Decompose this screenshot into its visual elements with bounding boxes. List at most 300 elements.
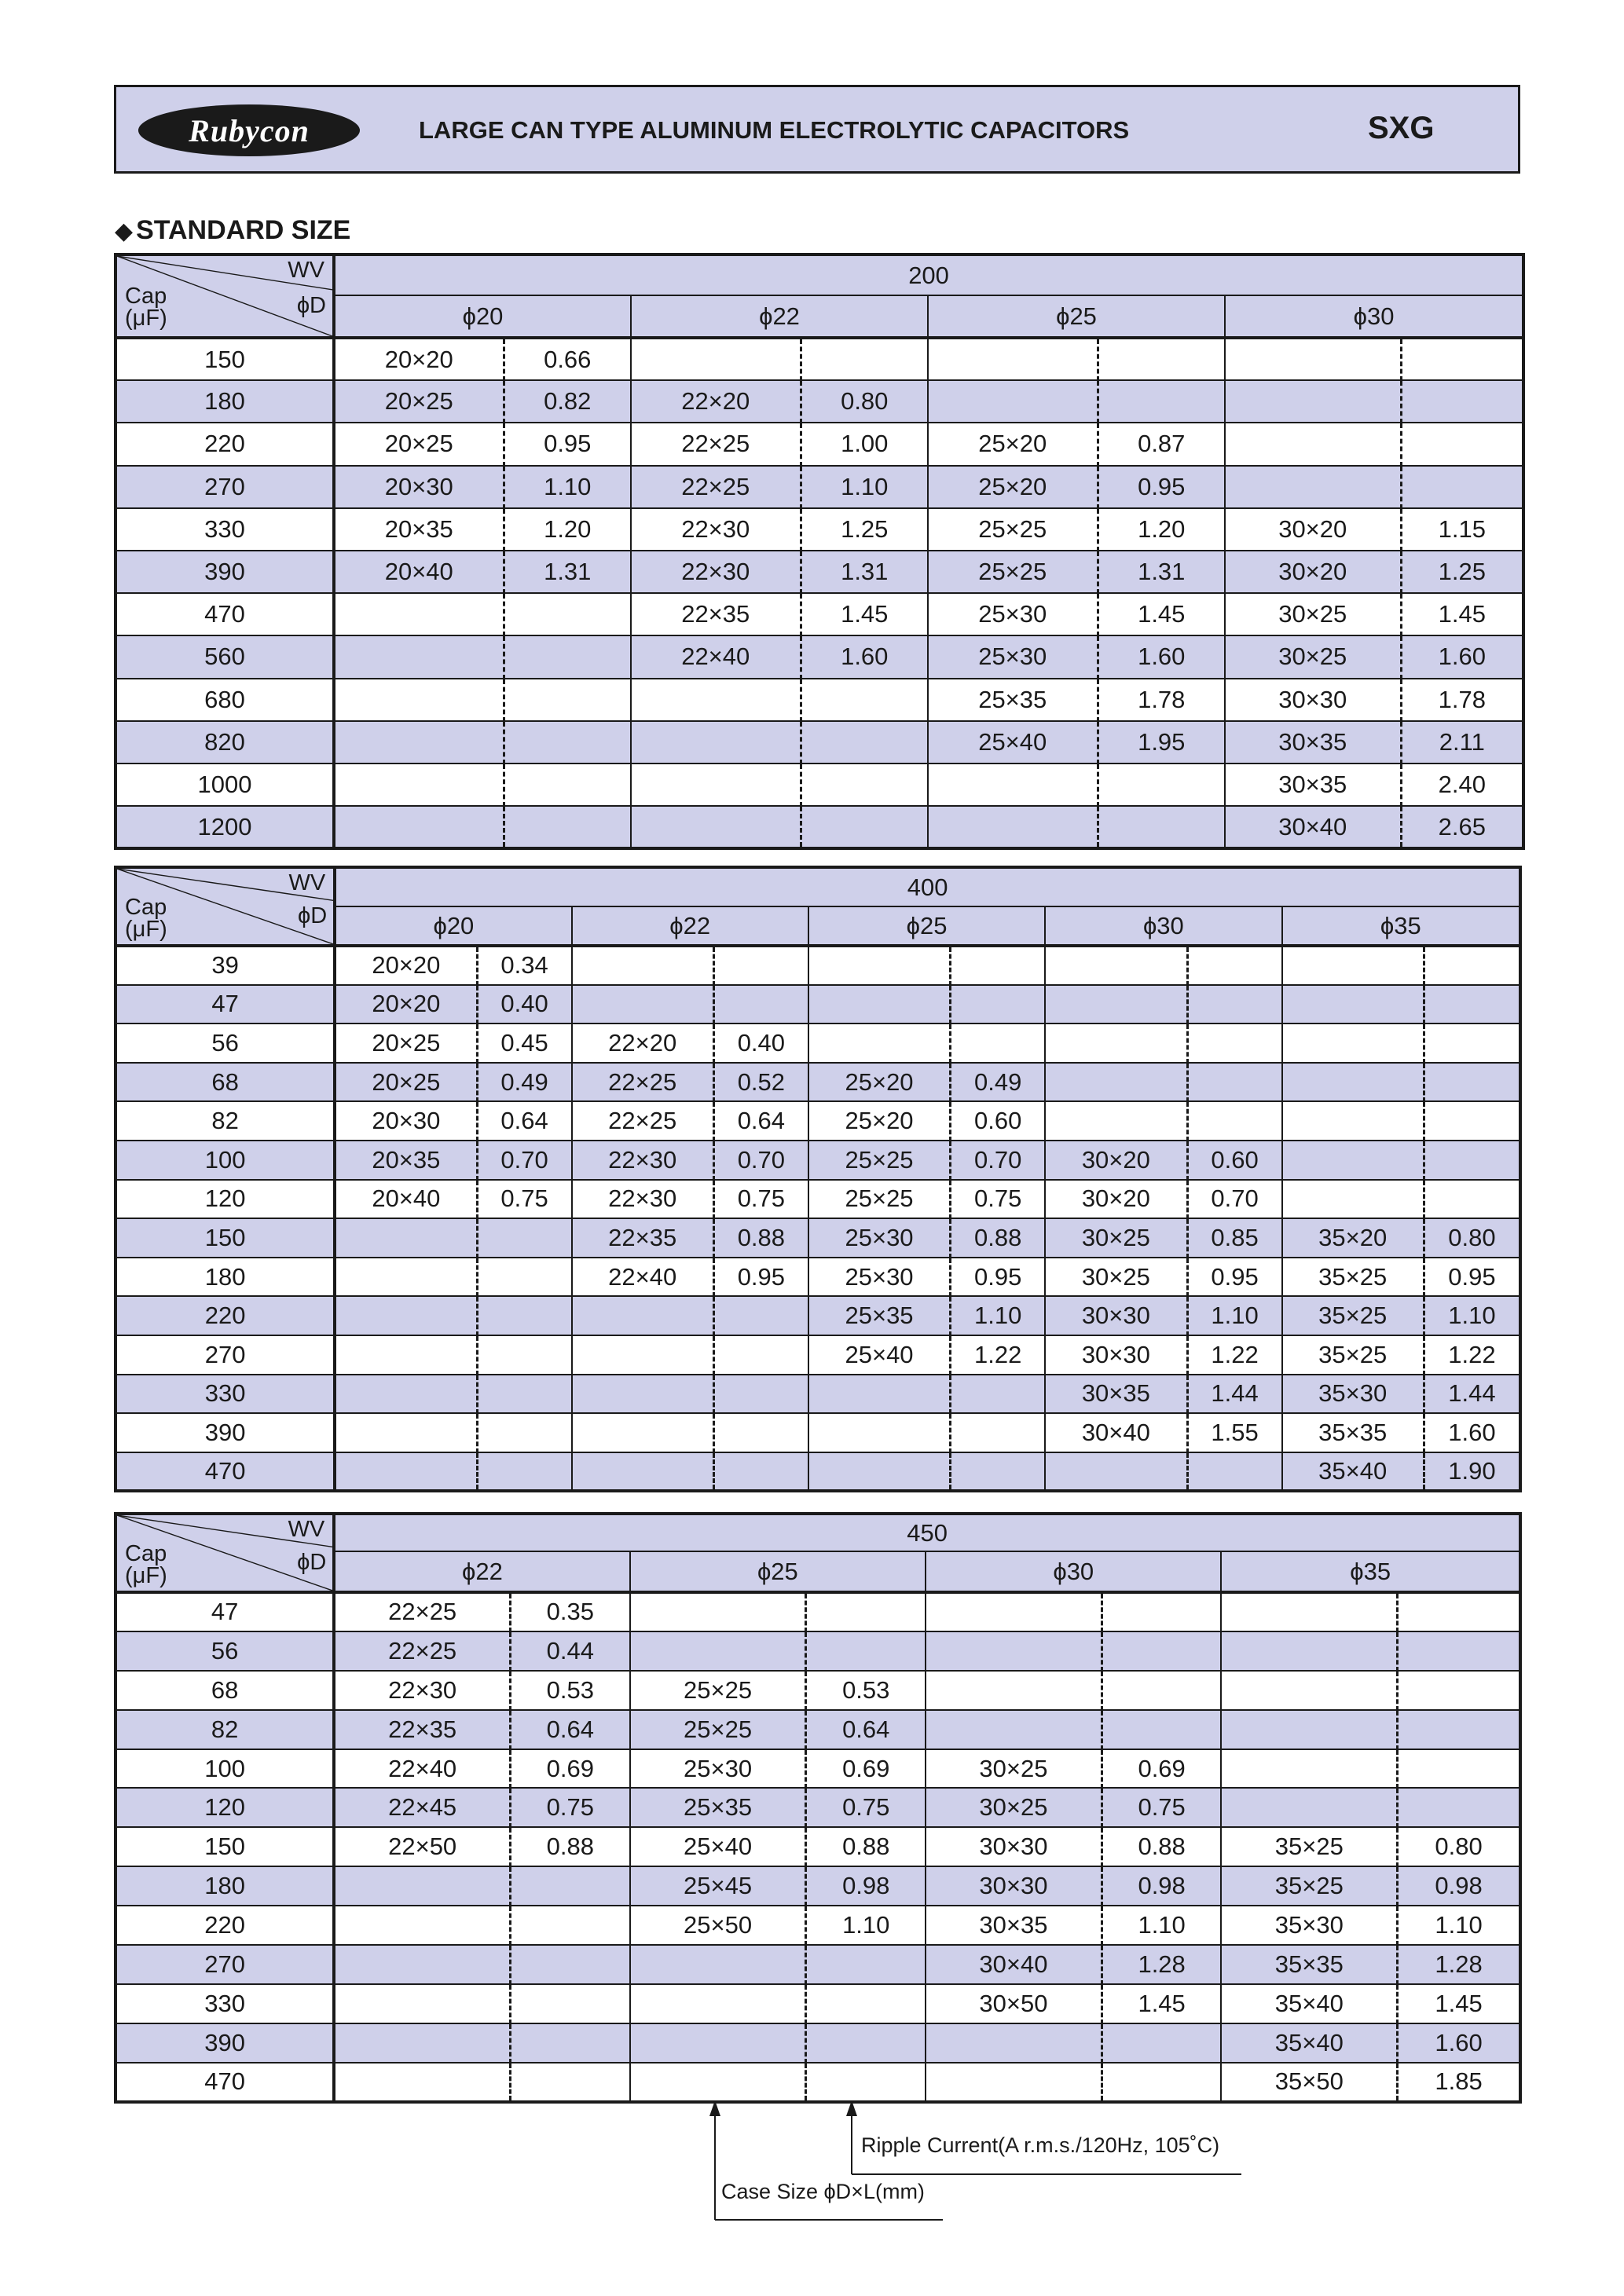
case-size-cell: 22×50 (334, 1827, 510, 1866)
ripple-current-cell (511, 1866, 630, 1906)
capacitance-cell: 560 (115, 635, 334, 678)
ripple-current-cell: 1.55 (1187, 1413, 1282, 1452)
ripple-current-cell (1098, 338, 1225, 380)
case-size-cell: 25×25 (928, 508, 1098, 551)
table-row (115, 1452, 1520, 1492)
ripple-current-cell: 1.78 (1098, 679, 1225, 721)
ripple-current-cell (477, 1296, 572, 1335)
ripple-current-cell: 1.60 (801, 635, 928, 678)
ripple-current-cell: 1.10 (1102, 1906, 1221, 1945)
case-size-cell (808, 1452, 951, 1492)
case-size-cell: 30×25 (1045, 1258, 1187, 1297)
case-size-cell (1045, 1063, 1187, 1102)
case-size-cell: 22×25 (334, 1631, 510, 1671)
ripple-current-cell: 1.15 (1401, 508, 1523, 551)
capacitance-cell: 47 (115, 1592, 334, 1631)
case-size-cell (630, 1984, 806, 2023)
ripple-current-cell: 0.64 (806, 1710, 926, 1749)
case-size-cell: 25×30 (808, 1258, 951, 1297)
ripple-current-cell: 1.60 (1424, 1413, 1520, 1452)
ripple-current-cell (1187, 1101, 1282, 1141)
ripple-current-cell: 1.45 (1098, 593, 1225, 635)
ripple-current-cell: 0.75 (713, 1180, 808, 1219)
ripple-current-cell (477, 1375, 572, 1414)
case-size-cell: 35×25 (1282, 1296, 1424, 1335)
logo-text: Rubycon (189, 112, 310, 148)
section-title-text: STANDARD SIZE (136, 215, 351, 245)
ripple-current-cell: 1.20 (1098, 508, 1225, 551)
ripple-current-cell (504, 806, 631, 848)
ripple-current-cell: 0.64 (511, 1710, 630, 1749)
ripple-current-cell (511, 2063, 630, 2102)
table-row (115, 806, 1523, 848)
table-row (115, 380, 1523, 423)
capacitance-cell: 56 (115, 1631, 334, 1671)
case-size-cell (928, 806, 1098, 848)
case-size-cell (334, 806, 504, 848)
ripple-current-cell (1424, 1101, 1520, 1141)
table-row (115, 1063, 1520, 1102)
capacitance-cell: 330 (115, 1375, 335, 1414)
case-size-cell: 30×30 (926, 1827, 1102, 1866)
case-size-cell (572, 985, 714, 1024)
ripple-current-cell (1098, 806, 1225, 848)
capacitance-cell: 470 (115, 593, 334, 635)
case-size-cell: 25×25 (808, 1141, 951, 1180)
table-450v (114, 1512, 1522, 2104)
diameter-header: ϕ20 (334, 295, 631, 338)
case-size-cell: 22×25 (631, 466, 801, 508)
table-row (115, 2023, 1520, 2063)
case-size-cell: 25×20 (808, 1063, 951, 1102)
ripple-current-cell: 0.75 (806, 1788, 926, 1827)
case-size-cell: 20×40 (334, 551, 504, 593)
ripple-current-cell (806, 1631, 926, 1671)
corner-header (115, 867, 335, 946)
capacitance-cell: 82 (115, 1710, 334, 1749)
case-size-cell (808, 1413, 951, 1452)
case-size-cell (630, 2063, 806, 2102)
ripple-current-cell: 0.88 (1102, 1827, 1221, 1866)
corner-diameter-label: ϕD (296, 292, 326, 318)
ripple-current-cell (1401, 423, 1523, 465)
ripple-current-cell: 2.65 (1401, 806, 1523, 848)
case-size-cell (1221, 1749, 1397, 1789)
case-size-cell: 25×25 (928, 551, 1098, 593)
case-size-cell (335, 1452, 477, 1492)
capacitance-cell: 390 (115, 1413, 335, 1452)
case-size-cell (928, 338, 1098, 380)
case-size-cell (335, 1413, 477, 1452)
ripple-current-cell: 1.28 (1398, 1945, 1520, 1984)
case-size-cell: 25×30 (928, 593, 1098, 635)
table-row (115, 985, 1520, 1024)
table-row (115, 466, 1523, 508)
case-size-cell: 22×25 (631, 423, 801, 465)
table-row (115, 508, 1523, 551)
ripple-current-note: Ripple Current(A r.m.s./120Hz, 105˚C) (861, 2133, 1220, 2157)
case-size-cell: 30×40 (926, 1945, 1102, 1984)
case-size-cell (631, 338, 801, 380)
ripple-current-cell: 1.45 (801, 593, 928, 635)
ripple-current-cell (1098, 380, 1225, 423)
ripple-current-cell: 1.44 (1187, 1375, 1282, 1414)
case-size-cell (335, 1258, 477, 1297)
case-size-cell (335, 1335, 477, 1375)
ripple-current-cell: 1.00 (801, 423, 928, 465)
case-size-cell: 35×25 (1282, 1335, 1424, 1375)
ripple-current-cell: 0.40 (713, 1023, 808, 1063)
ripple-current-cell (511, 1984, 630, 2023)
ripple-current-cell (1398, 1788, 1520, 1827)
ripple-current-cell: 0.52 (713, 1063, 808, 1102)
ripple-current-cell: 1.44 (1424, 1375, 1520, 1414)
table-row (115, 1945, 1520, 1984)
table-row (115, 1023, 1520, 1063)
case-size-cell (1282, 1101, 1424, 1141)
case-size-cell (572, 1452, 714, 1492)
case-size-cell: 22×20 (631, 380, 801, 423)
case-size-cell: 22×30 (572, 1180, 714, 1219)
ripple-current-cell: 1.20 (504, 508, 631, 551)
capacitance-cell: 180 (115, 1866, 334, 1906)
ripple-current-cell: 0.80 (1424, 1218, 1520, 1258)
ripple-current-cell (1398, 1749, 1520, 1789)
ripple-current-cell: 0.45 (477, 1023, 572, 1063)
case-size-cell (1282, 1180, 1424, 1219)
ripple-current-cell (1398, 1592, 1520, 1631)
ripple-current-cell: 0.69 (511, 1749, 630, 1789)
case-size-cell: 22×40 (572, 1258, 714, 1297)
table-row (115, 423, 1523, 465)
table-row (115, 1631, 1520, 1671)
case-size-cell (808, 1375, 951, 1414)
ripple-current-cell: 1.10 (504, 466, 631, 508)
ripple-current-cell (1398, 1631, 1520, 1671)
capacitance-cell: 330 (115, 508, 334, 551)
corner-cap-line2: (μF) (125, 1562, 167, 1588)
ripple-current-cell: 0.53 (511, 1671, 630, 1710)
header-row-voltage (115, 867, 1520, 906)
ripple-current-cell: 2.11 (1401, 721, 1523, 764)
case-size-cell (926, 1710, 1102, 1749)
case-size-cell (630, 1592, 806, 1631)
ripple-current-cell (511, 1906, 630, 1945)
capacitance-cell: 68 (115, 1671, 334, 1710)
voltage-header: 450 (334, 1514, 1520, 1551)
ripple-current-cell: 1.10 (1424, 1296, 1520, 1335)
case-size-cell: 20×25 (335, 1063, 477, 1102)
corner-wv-label: WV (288, 1517, 325, 1542)
case-size-cell: 22×30 (631, 551, 801, 593)
case-size-cell: 25×25 (630, 1710, 806, 1749)
case-size-cell: 35×30 (1282, 1375, 1424, 1414)
case-size-cell: 20×20 (334, 338, 504, 380)
ripple-current-cell (1401, 380, 1523, 423)
ripple-current-cell: 0.80 (1398, 1827, 1520, 1866)
case-size-cell (1282, 1141, 1424, 1180)
rubycon-logo (138, 104, 360, 156)
series-code: SXG (1368, 111, 1435, 145)
capacitance-cell: 39 (115, 946, 335, 985)
capacitance-cell: 47 (115, 985, 335, 1024)
ripple-current-cell: 0.95 (1424, 1258, 1520, 1297)
ripple-current-cell (1187, 985, 1282, 1024)
ripple-current-cell (504, 635, 631, 678)
ripple-current-cell (806, 1945, 926, 1984)
case-size-cell (572, 1296, 714, 1335)
diameter-header: ϕ22 (572, 906, 808, 946)
table-row (115, 764, 1523, 806)
case-size-cell: 22×25 (334, 1592, 510, 1631)
ripple-current-cell: 1.10 (951, 1296, 1046, 1335)
corner-cap-label (125, 1540, 167, 1588)
case-size-cell (1045, 985, 1187, 1024)
case-size-cell: 30×35 (1225, 721, 1401, 764)
diameter-header: ϕ35 (1282, 906, 1520, 946)
case-size-cell: 22×30 (572, 1141, 714, 1180)
case-size-cell (630, 1945, 806, 1984)
table-200v (114, 253, 1525, 850)
ripple-current-cell: 0.69 (806, 1749, 926, 1789)
ripple-current-cell: 0.75 (511, 1788, 630, 1827)
capacitance-cell: 220 (115, 1906, 334, 1945)
ripple-current-cell: 0.64 (477, 1101, 572, 1141)
ripple-current-cell: 0.98 (806, 1866, 926, 1906)
case-size-cell: 22×30 (334, 1671, 510, 1710)
ripple-current-cell (1424, 1141, 1520, 1180)
case-size-cell: 20×20 (335, 985, 477, 1024)
header-row-voltage (115, 1514, 1520, 1551)
ripple-current-cell (1187, 1023, 1282, 1063)
capacitance-cell: 1200 (115, 806, 334, 848)
ripple-current-cell (801, 764, 928, 806)
ripple-current-cell (951, 1452, 1046, 1492)
case-size-cell (631, 764, 801, 806)
ripple-current-cell (1398, 1710, 1520, 1749)
ripple-current-cell: 0.95 (504, 423, 631, 465)
capacitance-cell: 56 (115, 1023, 335, 1063)
ripple-current-cell (1187, 1452, 1282, 1492)
corner-diameter-label: ϕD (298, 903, 328, 929)
case-size-cell (926, 2063, 1102, 2102)
ripple-current-cell (1401, 338, 1523, 380)
ripple-current-cell: 1.45 (1401, 593, 1523, 635)
ripple-current-cell (1102, 2023, 1221, 2063)
ripple-current-cell: 0.98 (1102, 1866, 1221, 1906)
case-size-cell: 25×35 (808, 1296, 951, 1335)
ripple-current-cell: 0.34 (477, 946, 572, 985)
ripple-current-cell: 0.70 (713, 1141, 808, 1180)
case-size-cell (1221, 1788, 1397, 1827)
case-size-cell: 30×35 (1225, 764, 1401, 806)
corner-cap-label (125, 896, 167, 940)
table-row (115, 1866, 1520, 1906)
ripple-current-cell (951, 985, 1046, 1024)
case-size-cell: 30×30 (1045, 1335, 1187, 1375)
ripple-current-cell (801, 338, 928, 380)
capacitance-cell: 470 (115, 2063, 334, 2102)
corner-wv-label: WV (288, 258, 324, 283)
ripple-current-cell (477, 1335, 572, 1375)
table-row (115, 338, 1523, 380)
diameter-header: ϕ30 (1045, 906, 1281, 946)
section-title (115, 215, 350, 246)
case-size-cell: 30×35 (926, 1906, 1102, 1945)
capacitance-cell: 150 (115, 1827, 334, 1866)
ripple-current-cell: 0.88 (511, 1827, 630, 1866)
ripple-current-cell: 0.88 (713, 1218, 808, 1258)
case-size-cell (1225, 423, 1401, 465)
ripple-current-cell: 1.22 (1424, 1335, 1520, 1375)
ripple-current-cell: 0.87 (1098, 423, 1225, 465)
ripple-current-cell (951, 1413, 1046, 1452)
case-size-cell (1045, 1452, 1187, 1492)
ripple-current-cell (1424, 1063, 1520, 1102)
ripple-current-cell: 0.40 (477, 985, 572, 1024)
case-size-cell (1045, 946, 1187, 985)
case-size-cell: 20×35 (334, 508, 504, 551)
diameter-header: ϕ30 (926, 1551, 1221, 1592)
table-row (115, 1218, 1520, 1258)
ripple-current-cell (1102, 2063, 1221, 2102)
case-size-cell (334, 679, 504, 721)
case-size-cell: 35×40 (1282, 1452, 1424, 1492)
case-size-cell (572, 1335, 714, 1375)
ripple-current-cell: 0.75 (477, 1180, 572, 1219)
case-size-cell (334, 1866, 510, 1906)
ripple-current-cell (1424, 1023, 1520, 1063)
table-row (115, 1710, 1520, 1749)
case-size-cell (335, 1375, 477, 1414)
case-size-cell: 22×20 (572, 1023, 714, 1063)
ripple-current-cell: 2.40 (1401, 764, 1523, 806)
ripple-current-cell: 0.82 (504, 380, 631, 423)
case-size-cell: 20×40 (335, 1180, 477, 1219)
case-size-cell (335, 1218, 477, 1258)
ripple-current-cell: 1.60 (1398, 2023, 1520, 2063)
case-size-cell (572, 1375, 714, 1414)
ripple-current-cell (1401, 466, 1523, 508)
table-row (115, 721, 1523, 764)
case-size-cell: 35×35 (1221, 1945, 1397, 1984)
ripple-current-cell (1424, 1180, 1520, 1219)
ripple-current-cell (477, 1413, 572, 1452)
case-size-cell (335, 1296, 477, 1335)
ripple-current-cell (504, 593, 631, 635)
ripple-current-cell: 0.44 (511, 1631, 630, 1671)
case-size-cell (334, 764, 504, 806)
diameter-header: ϕ30 (1225, 295, 1523, 338)
ripple-current-cell: 1.28 (1102, 1945, 1221, 1984)
ripple-current-cell: 1.60 (1098, 635, 1225, 678)
ripple-current-cell: 1.85 (1398, 2063, 1520, 2102)
ripple-current-cell: 1.31 (504, 551, 631, 593)
table-row (115, 1413, 1520, 1452)
ripple-current-cell (806, 1984, 926, 2023)
ripple-current-cell: 0.60 (951, 1101, 1046, 1141)
table-row (115, 1296, 1520, 1335)
ripple-current-cell (1102, 1710, 1221, 1749)
case-size-cell (926, 1671, 1102, 1710)
case-size-cell: 22×30 (631, 508, 801, 551)
case-size-cell (631, 721, 801, 764)
case-size-cell (334, 635, 504, 678)
ripple-current-cell: 0.70 (951, 1141, 1046, 1180)
ripple-current-cell (1424, 985, 1520, 1024)
case-size-cell (808, 946, 951, 985)
table-row (115, 1592, 1520, 1631)
ripple-current-cell: 0.75 (1102, 1788, 1221, 1827)
corner-cap-label (125, 285, 167, 329)
capacitance-cell: 330 (115, 1984, 334, 2023)
ripple-current-cell: 1.45 (1102, 1984, 1221, 2023)
case-size-cell: 20×30 (335, 1101, 477, 1141)
ripple-current-cell (1098, 764, 1225, 806)
case-size-cell (334, 2063, 510, 2102)
case-size-cell: 35×40 (1221, 1984, 1397, 2023)
capacitance-cell: 270 (115, 1335, 335, 1375)
case-size-cell (928, 380, 1098, 423)
capacitance-cell: 470 (115, 1452, 335, 1492)
case-size-cell (1225, 338, 1401, 380)
case-size-cell: 30×35 (1045, 1375, 1187, 1414)
corner-cap-line1: Cap (125, 894, 167, 920)
case-size-note: Case Size ϕD×L(mm) (721, 2180, 925, 2203)
ripple-current-cell: 1.78 (1401, 679, 1523, 721)
case-size-cell (334, 721, 504, 764)
table-row (115, 593, 1523, 635)
ripple-current-cell: 0.70 (1187, 1180, 1282, 1219)
case-size-cell (334, 1906, 510, 1945)
ripple-current-cell: 1.22 (1187, 1335, 1282, 1375)
page-title: LARGE CAN TYPE ALUMINUM ELECTROLYTIC CAPACITORS (419, 116, 1130, 144)
diameter-header: ϕ25 (630, 1551, 926, 1592)
ripple-current-cell (806, 2023, 926, 2063)
case-size-cell: 20×35 (335, 1141, 477, 1180)
table-row (115, 1258, 1520, 1297)
case-size-cell: 25×20 (928, 423, 1098, 465)
case-size-cell: 25×20 (808, 1101, 951, 1141)
ripple-current-cell: 1.45 (1398, 1984, 1520, 2023)
ripple-current-cell: 0.88 (806, 1827, 926, 1866)
ripple-current-cell (951, 1023, 1046, 1063)
table-row (115, 1984, 1520, 2023)
case-size-cell: 22×40 (631, 635, 801, 678)
case-size-cell: 30×30 (1045, 1296, 1187, 1335)
ripple-current-cell (504, 764, 631, 806)
case-size-cell: 25×20 (928, 466, 1098, 508)
corner-cap-line1: Cap (125, 283, 167, 309)
case-size-cell: 25×45 (630, 1866, 806, 1906)
case-size-cell: 35×25 (1282, 1258, 1424, 1297)
capacitance-cell: 270 (115, 1945, 334, 1984)
ripple-current-cell (511, 1945, 630, 1984)
capacitance-cell: 150 (115, 1218, 335, 1258)
case-size-cell (630, 1631, 806, 1671)
capacitance-cell: 1000 (115, 764, 334, 806)
diameter-header: ϕ25 (808, 906, 1045, 946)
ripple-current-cell: 0.95 (1098, 466, 1225, 508)
ripple-current-cell: 1.10 (806, 1906, 926, 1945)
ripple-current-cell (1102, 1631, 1221, 1671)
case-size-cell (572, 946, 714, 985)
case-size-cell: 35×25 (1221, 1866, 1397, 1906)
case-size-cell: 30×50 (926, 1984, 1102, 2023)
corner-wv-label: WV (288, 870, 326, 895)
ripple-current-cell (713, 1335, 808, 1375)
case-size-cell: 30×40 (1045, 1413, 1187, 1452)
